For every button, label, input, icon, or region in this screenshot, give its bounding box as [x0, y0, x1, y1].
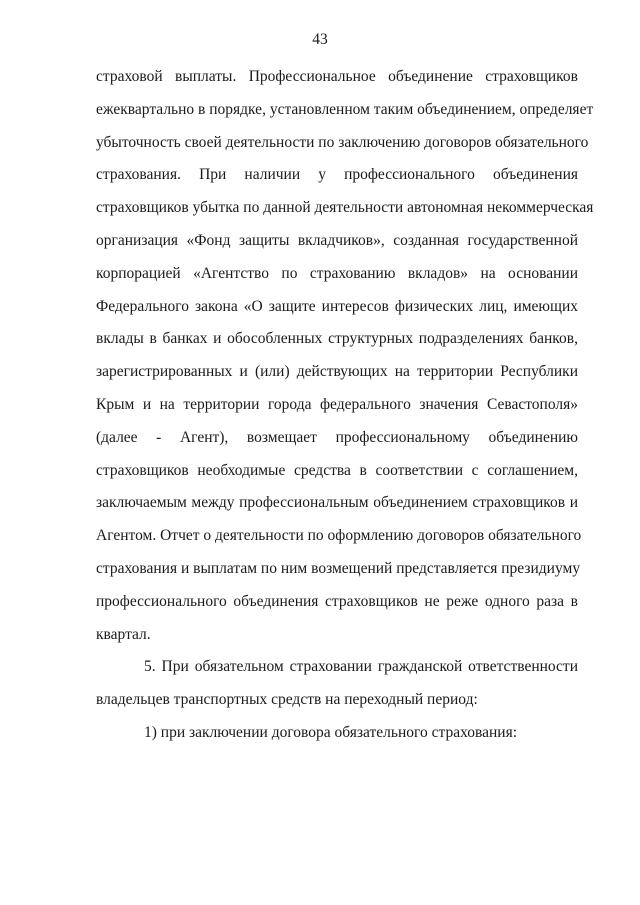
paragraph-1-line: страхования и выплатам по ним возмещений представляется президиуму [96, 559, 581, 577]
paragraph-1-line: Федерального закона «О защите интересов физических лиц, имеющих [96, 297, 578, 315]
paragraph-1-line: страховой выплаты. Профессиональное объединение страховщиков [96, 68, 578, 85]
paragraph-1-line: (далее - Агент), возмещает профессиональному объединению [96, 428, 578, 446]
paragraph-2-line: владельцев транспортных средств на переходный период: [96, 691, 478, 709]
page-number: 43 [312, 31, 328, 48]
paragraph-1-line: Агентом. Отчет о деятельности по оформлению договоров обязательного [96, 527, 582, 545]
paragraph-2-line: 5. При обязательном страховании гражданской ответственности [144, 658, 578, 676]
paragraph-1-line: страхования. При наличии у профессионального объединения [96, 166, 578, 184]
paragraph-1-line: корпорацией «Агентство по страхованию вкладов» на основании [96, 264, 578, 282]
document-body [96, 61, 594, 750]
paragraph-1-line: зарегистрированных и (или) действующих на территории Республики [96, 363, 578, 381]
paragraph-1-line: страховщиков необходимые средства в соответствии с соглашением, [96, 461, 578, 479]
paragraph-1-line: квартал. [96, 625, 151, 643]
paragraph-3-line: 1) при заключении договора обязательного страхования: [144, 723, 517, 741]
paragraph-1-line: вклады в банках и обособленных структурных подразделениях банков, [96, 330, 578, 348]
paragraph-1-line: ежеквартально в порядке, установленном таким объединением, определяет [96, 100, 594, 118]
paragraph-1-line: страховщиков убытка по данной деятельности автономная некоммерческая [96, 199, 594, 217]
paragraph-1-line: Крым и на территории города федерального значения Севастополя» [96, 395, 578, 413]
paragraph-1-line: организация «Фонд защиты вкладчиков», созданная государственной [96, 231, 578, 249]
paragraph-1-line: убыточность своей деятельности по заключению договоров обязательного [96, 133, 589, 151]
paragraph-1-line: профессионального объединения страховщиков не реже одного раза в [96, 592, 578, 610]
paragraph-1-line: заключаемым между профессиональным объединением страховщиков и [96, 494, 578, 512]
